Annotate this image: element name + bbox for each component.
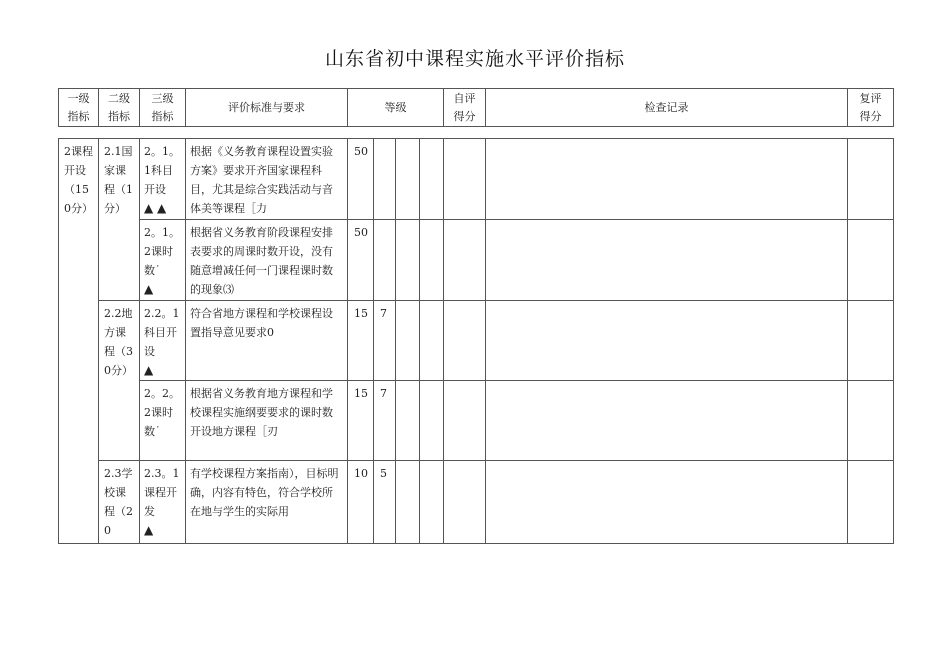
inspection-cell: [486, 381, 848, 461]
review-score-cell: [848, 220, 894, 301]
triangle-marks: ▲ ▲: [144, 201, 167, 215]
grade-d-cell: [420, 381, 444, 461]
table-row: [59, 301, 894, 381]
grade-b-cell: 7: [374, 301, 396, 381]
table-row: [59, 139, 894, 220]
grade-c-cell: [396, 461, 420, 544]
self-score-cell: [444, 461, 486, 544]
grade-b-cell: 7: [374, 381, 396, 461]
table-row: [59, 461, 894, 544]
inspection-cell: [486, 139, 848, 220]
grade-b-cell: [374, 139, 396, 220]
review-score-cell: [848, 381, 894, 461]
header-level1: 一级 指标: [59, 89, 99, 127]
grade-a-cell: 15: [348, 301, 374, 381]
header-criteria: 评价标准与要求: [186, 89, 348, 127]
inspection-cell: [486, 220, 848, 301]
triangle-marks: ▲: [144, 523, 154, 537]
inspection-cell: [486, 301, 848, 381]
page-title: 山东省初中课程实施水平评价指标: [324, 48, 625, 70]
self-score-cell: [444, 301, 486, 381]
review-score-cell: [848, 139, 894, 220]
level2-cell: 2.3学校课程（20: [99, 461, 140, 544]
review-score-cell: [848, 461, 894, 544]
header-level3: 三级 指标: [140, 89, 186, 127]
header-grade: 等级: [348, 89, 444, 127]
inspection-cell: [486, 461, 848, 544]
grade-d-cell: [420, 220, 444, 301]
header-inspection: 检查记录: [486, 89, 848, 127]
table-row: [59, 220, 894, 301]
grade-d-cell: [420, 139, 444, 220]
grade-c-cell: [396, 301, 420, 381]
grade-a-cell: 50: [348, 139, 374, 220]
criteria-cell: 根据省义务教育阶段课程安排表要求的周课时数开设，没有随意增减任何一门课程课时数的现象⑶: [186, 220, 348, 301]
table-header: [58, 88, 894, 127]
level2-cell: 2.1国家课程（1分）: [99, 139, 140, 301]
grade-c-cell: [396, 381, 420, 461]
level3-cell: 2。1。2课时数˙ ▲: [140, 220, 186, 301]
grade-b-cell: 5: [374, 461, 396, 544]
grade-b-cell: [374, 220, 396, 301]
grade-c-cell: [396, 139, 420, 220]
level3-cell: 2.2。1科目开设 ▲: [140, 301, 186, 381]
level1-cell: 2课程开设（150分）: [59, 139, 99, 544]
grade-d-cell: [420, 461, 444, 544]
triangle-marks: ▲: [144, 363, 154, 377]
grade-d-cell: [420, 301, 444, 381]
table-row: [59, 381, 894, 461]
criteria-cell: 符合省地方课程和学校课程设置指导意见要求0: [186, 301, 348, 381]
review-score-cell: [848, 301, 894, 381]
header-self-score: 自评 得分: [444, 89, 486, 127]
grade-a-cell: 15: [348, 381, 374, 461]
evaluation-table: [58, 138, 894, 544]
self-score-cell: [444, 381, 486, 461]
grade-a-cell: 50: [348, 220, 374, 301]
self-score-cell: [444, 220, 486, 301]
criteria-cell: 有学校课程方案指南），目标明确，内容有特色，符合学校所在地与学生的实际用: [186, 461, 348, 544]
self-score-cell: [444, 139, 486, 220]
level3-cell: 2。2。2课时数˙: [140, 381, 186, 461]
header-level2: 二级 指标: [99, 89, 140, 127]
header-review-score: 复评 得分: [848, 89, 894, 127]
criteria-cell: 根据《义务教育课程设置实验方案》要求开齐国家课程科目，尤其是综合实践活动与音体美等课程［力: [186, 139, 348, 220]
level3-cell: 2。1。1科目开设 ▲ ▲: [140, 139, 186, 220]
triangle-marks: ▲: [144, 282, 154, 296]
grade-c-cell: [396, 220, 420, 301]
criteria-cell: 根据省义务教育地方课程和学校课程实施纲要要求的课时数开设地方课程［刃: [186, 381, 348, 461]
grade-a-cell: 10: [348, 461, 374, 544]
level2-cell: 2.2地方课程（30分）: [99, 301, 140, 461]
level3-cell: 2.3。1课程开发 ▲: [140, 461, 186, 544]
